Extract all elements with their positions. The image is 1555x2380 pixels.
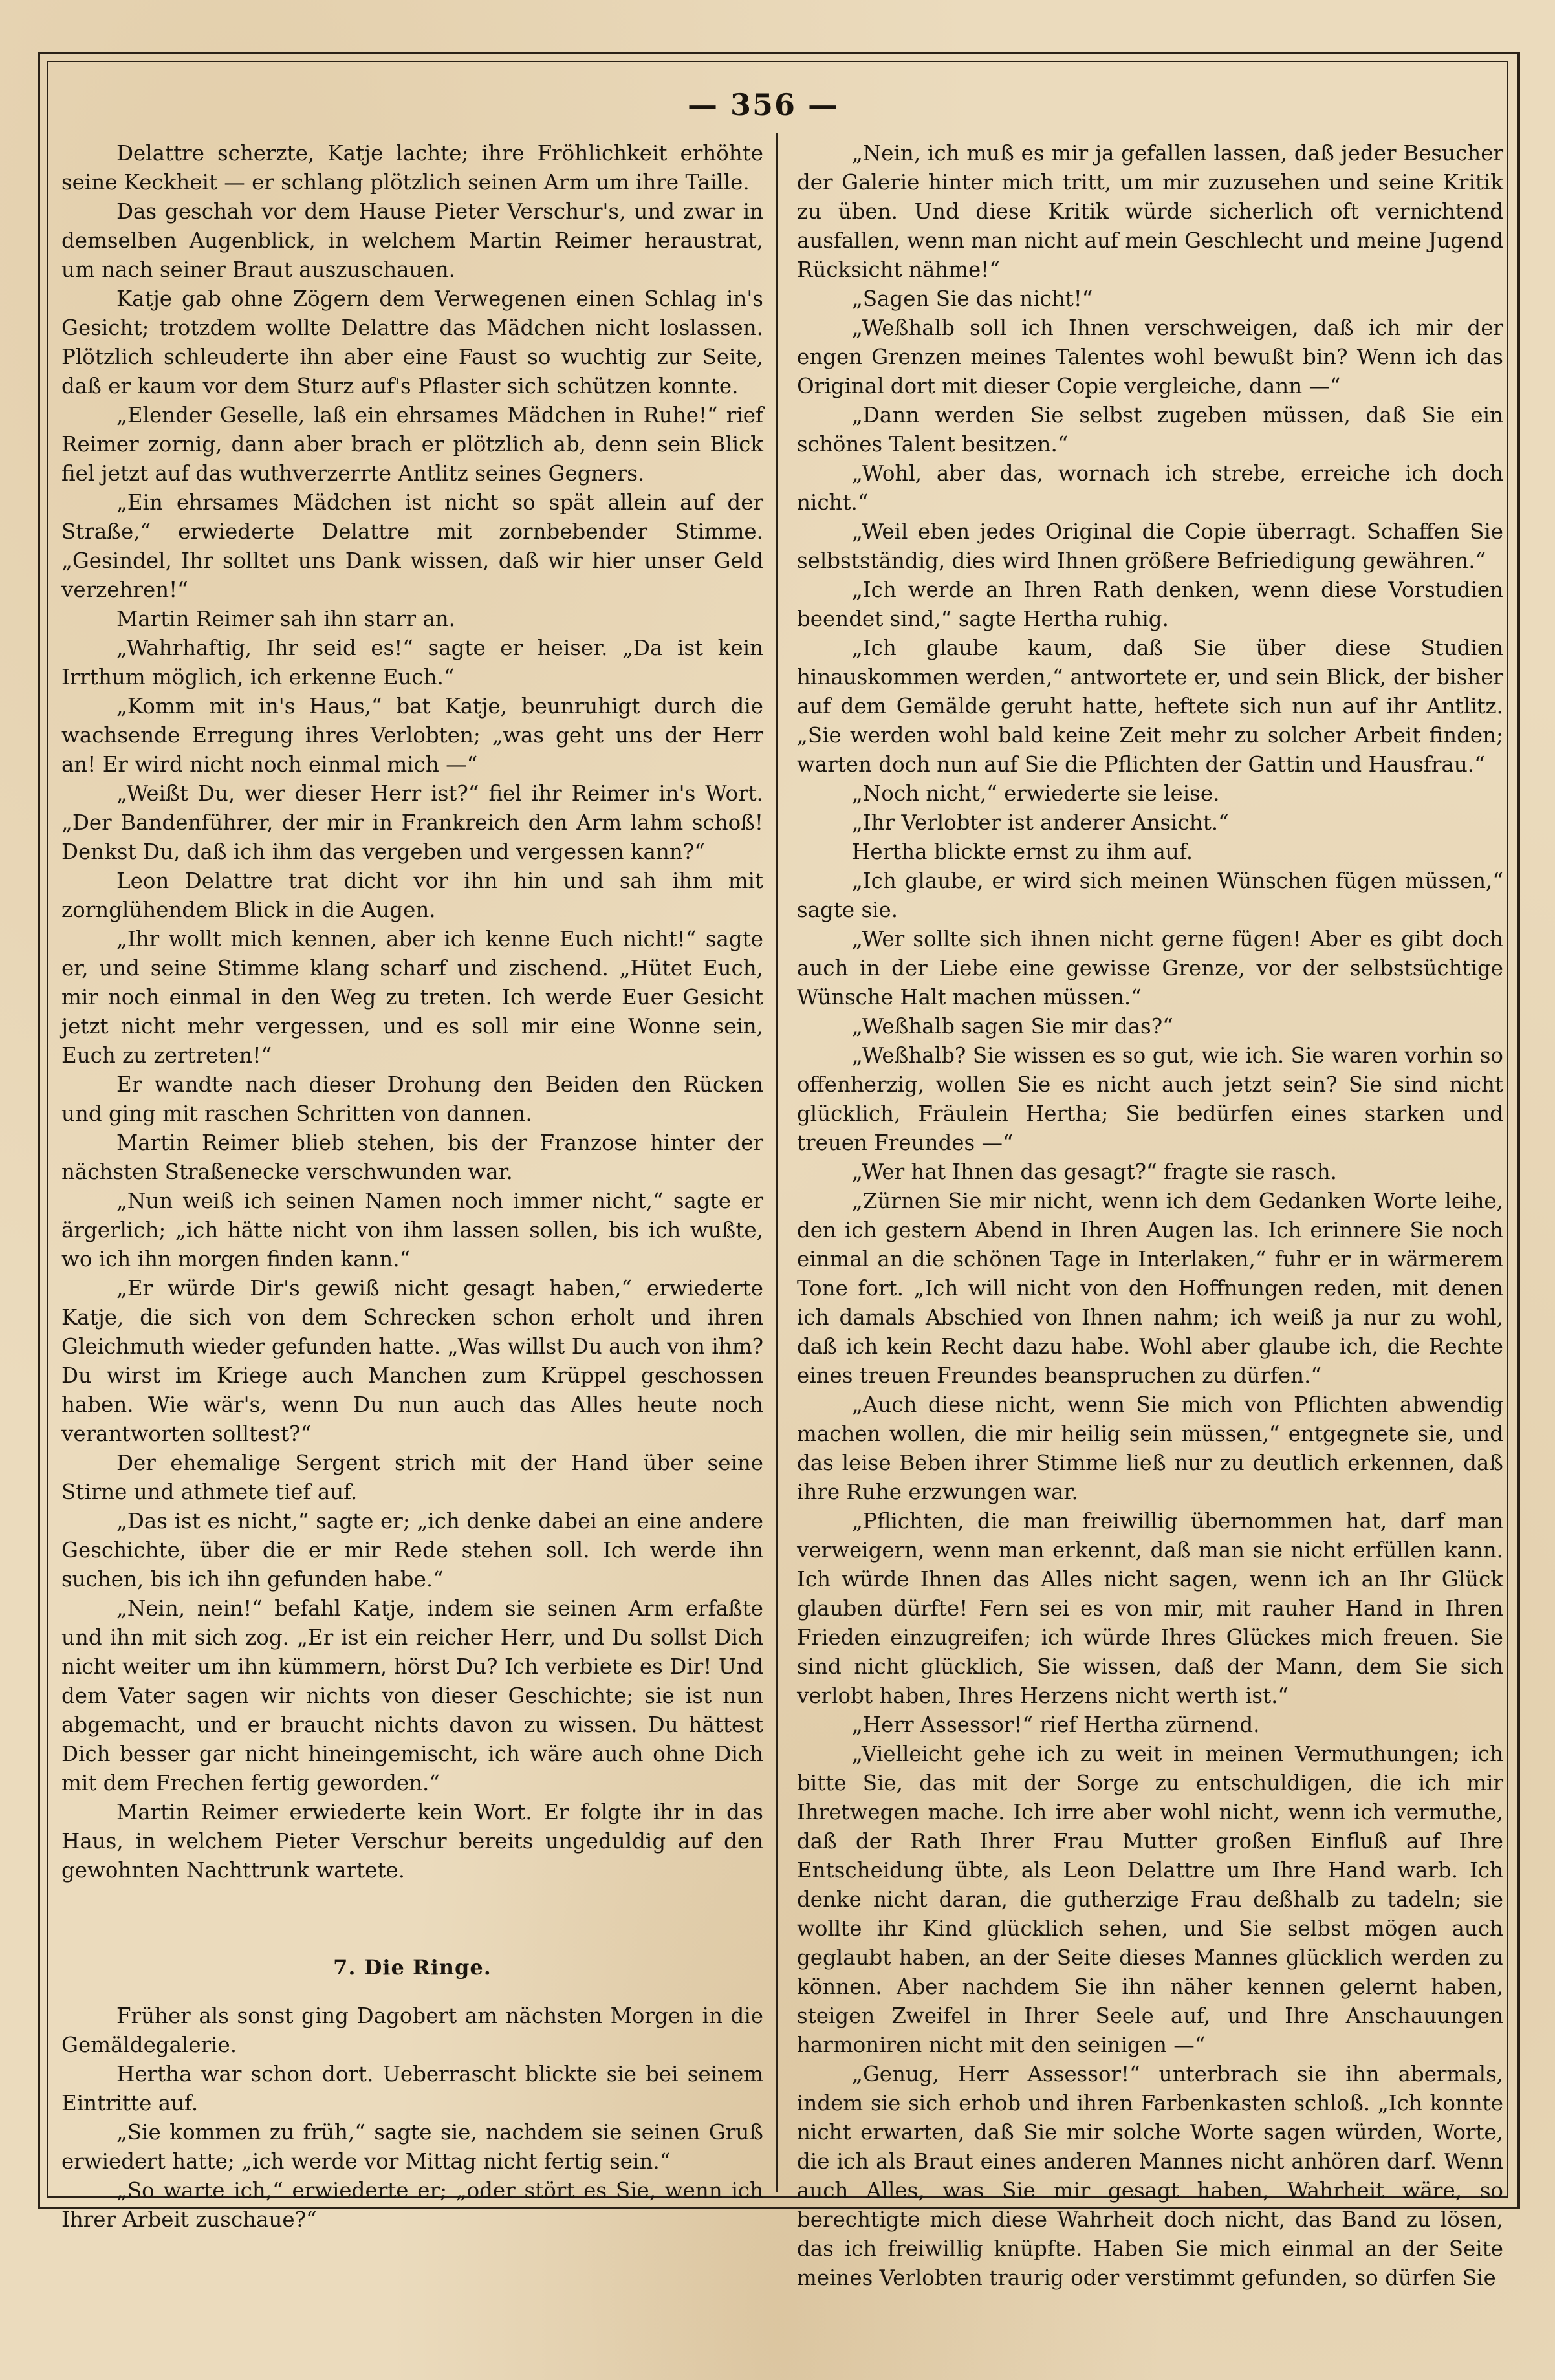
paragraph: „Ein ehrsames Mädchen ist nicht so spät allein auf der Straße,“ erwiederte Delattre mit zornbebender Stimme. „Gesindel, Ihr solltet uns Dank wissen, daß wir hier unser Geld verzehren!“ xyxy=(61,490,763,602)
paragraph: „Wahrhaftig, Ihr seid es!“ sagte er heiser. „Da ist kein Irrthum möglich, ich erkenne Euch.“ xyxy=(61,636,763,689)
left-paragraphs-after xyxy=(61,2002,763,2234)
paragraph: „Nun weiß ich seinen Namen noch immer nicht,“ sagte er ärgerlich; „ich hätte nicht von ihm lassen sollen, bis ich wußte, wo ich ihn morgen finden kann.“ xyxy=(61,1189,763,1271)
paragraph: „Weil eben jedes Original die Copie überragt. Schaffen Sie selbstständig, dies wird Ihnen größere Befriedigung gewähren.“ xyxy=(797,519,1503,573)
paragraph: „Er würde Dir's gewiß nicht gesagt haben,“ erwiederte Katje, die sich von dem Schrecken schon erholt und ihren Gleichmuth wieder gefunden hatte. „Was willst Du auch von ihm? Du wirst im Kriege auch Manchen zum Krüppel geschossen haben. Wie wär's, wenn Du nun auch das Alles heute noch verantworten solltest?“ xyxy=(61,1276,763,1446)
paragraph: Katje gab ohne Zögern dem Verwegenen einen Schlag in's Gesicht; trotzdem wollte Delattre das Mädchen nicht loslassen. Plötzlich schleuderte ihn aber eine Faust so wuchtig zur Seite, daß er kaum vor dem Sturz auf's Pflaster sich schützen konnte. xyxy=(61,287,763,398)
paragraph: „Komm mit in's Haus,“ bat Katje, beunruhigt durch die wachsende Erregung ihres Verlobten; „was geht uns der Herr an! Er wird nicht noch einmal mich —“ xyxy=(61,694,763,777)
paragraph: Früher als sonst ging Dagobert am nächsten Morgen in die Gemäldegalerie. xyxy=(61,2004,763,2057)
right-column xyxy=(797,139,1503,2293)
paragraph: Delattre scherzte, Katje lachte; ihre Fröhlichkeit erhöhte seine Keckheit — er schlang plötzlich seinen Arm um ihre Taille. xyxy=(61,141,763,195)
paragraph: „Ihr Verlobter ist anderer Ansicht.“ xyxy=(852,810,1229,835)
paragraph: „Dann werden Sie selbst zugeben müssen, daß Sie ein schönes Talent besitzen.“ xyxy=(797,403,1503,457)
paragraph: Martin Reimer erwiederte kein Wort. Er folgte ihr in das Haus, in welchem Pieter Verschur bereits ungeduldig auf den gewohnten Nachttrunk wartete. xyxy=(61,1800,763,1883)
paragraph: „Ich glaube, er wird sich meinen Wünschen fügen müssen,“ sagte sie. xyxy=(797,869,1503,922)
paragraph: Das geschah vor dem Hause Pieter Verschur's, und zwar in demselben Augenblick, in welchem Martin Reimer heraustrat, um nach seiner Braut auszuschauen. xyxy=(61,199,763,282)
page-number: — 356 — xyxy=(687,87,840,122)
paragraph: „Weißt Du, wer dieser Herr ist?“ fiel ihr Reimer in's Wort. „Der Bandenführer, der mir in Frankreich den Arm lahm schoß! Denkst Du, daß ich ihm das vergeben und vergessen kann?“ xyxy=(61,781,763,864)
paragraph: „Wer hat Ihnen das gesagt?“ fragte sie rasch. xyxy=(852,1160,1338,1184)
paragraph: „Genug, Herr Assessor!“ unterbrach sie ihn abermals, indem sie sich erhob und ihren Farbenkasten schloß. „Ich konnte nicht erwarten, daß Sie mir solche Worte sagen würden, Worte, die ich als Braut eines anderen Mannes nicht anhören darf. Wenn auch Alles, was Sie mir gesagt haben, Wahrheit wäre, so berechtigte mich diese Wahrheit doch nicht, das Band zu lösen, das ich freiwillig knüpfte. Haben Sie mich einmal an der Seite meines Verlobten traurig oder verstimmt gefunden, so dürfen Sie xyxy=(797,2062,1503,2290)
left-paragraphs-before xyxy=(61,139,763,1885)
paragraph: Hertha blickte ernst zu ihm auf. xyxy=(852,839,1193,864)
left-column xyxy=(61,139,763,2234)
paragraph: „Ihr wollt mich kennen, aber ich kenne Euch nicht!“ sagte er, und seine Stimme klang scharf und zischend. „Hütet Euch, mir noch einmal in den Weg zu treten. Ich werde Euer Gesicht jetzt nicht mehr vergessen, und es soll mir eine Wonne sein, Euch zu zertreten!“ xyxy=(61,927,763,1068)
paragraph: „Weßhalb? Sie wissen es so gut, wie ich. Sie waren vorhin so offenherzig, wollen Sie es nicht auch jetzt sein? Sie sind nicht glücklich, Fräulein Hertha; Sie bedürfen eines starken und treuen Freundes —“ xyxy=(797,1043,1503,1155)
paragraph: „Sagen Sie das nicht!“ xyxy=(852,287,1093,311)
paragraph: Leon Delattre trat dicht vor ihn hin und sah ihm mit zornglühendem Blick in die Augen. xyxy=(61,869,763,922)
paragraph: Er wandte nach dieser Drohung den Beiden den Rücken und ging mit raschen Schritten von dannen. xyxy=(61,1072,763,1126)
section-title: 7. Die Ringe. xyxy=(333,1955,492,1980)
paragraph: „Wohl, aber das, wornach ich strebe, erreiche ich doch nicht.“ xyxy=(797,461,1503,515)
column-divider xyxy=(776,133,778,2192)
paragraph: „Weßhalb sagen Sie mir das?“ xyxy=(852,1014,1173,1039)
paragraph: Der ehemalige Sergent strich mit der Hand über seine Stirne und athmete tief auf. xyxy=(61,1451,763,1504)
paragraph: „Ich glaube kaum, daß Sie über diese Studien hinauskommen werden,“ antwortete er, und sein Blick, der bisher auf dem Gemälde geruht hatte, heftete sich nun auf ihr Antlitz. „Sie werden wohl bald keine Zeit mehr zu solcher Arbeit finden; warten doch nun auf Sie die Pflichten der Gattin und Hausfrau.“ xyxy=(797,636,1503,777)
paragraph: Martin Reimer blieb stehen, bis der Franzose hinter der nächsten Straßenecke verschwunden war. xyxy=(61,1130,763,1184)
paragraph: „Weßhalb soll ich Ihnen verschweigen, daß ich mir der engen Grenzen meines Talentes wohl bewußt bin? Wenn ich das Original dort mit dieser Copie vergleiche, dann —“ xyxy=(797,316,1503,398)
paragraph: „Elender Geselle, laß ein ehrsames Mädchen in Ruhe!“ rief Reimer zornig, dann aber brach er plötzlich ab, denn sein Blick fiel jetzt auf das wuthverzerrte Antlitz seines Gegners. xyxy=(61,403,763,486)
paragraph: „Vielleicht gehe ich zu weit in meinen Vermuthungen; ich bitte Sie, das mit der Sorge zu entschuldigen, die ich mir Ihretwegen mache. Ich irre aber wohl nicht, wenn ich vermuthe, daß der Rath Ihrer Frau Mutter großen Einfluß auf Ihre Entscheidung übte, als Leon Delattre um Ihre Hand warb. Ich denke nicht daran, die gutherzige Frau deßhalb zu tadeln; sie wollte ihr Kind glücklich sehen, und Sie selbst mögen auch geglaubt haben, an der Seite dieses Mannes glücklich werden zu können. Aber nachdem Sie ihn näher kennen gelernt haben, steigen Zweifel in Ihrer Seele auf, und Ihre Anschauungen harmoniren nicht mit den seinigen —“ xyxy=(797,1742,1503,2057)
paragraph: „Auch diese nicht, wenn Sie mich von Pflichten abwendig machen wollen, die mir heilig sein müssen,“ entgegnete sie, und das leise Beben ihrer Stimme ließ nur zu deutlich erkennen, daß ihre Ruhe erzwungen war. xyxy=(797,1392,1503,1504)
paragraph: „Noch nicht,“ erwiederte sie leise. xyxy=(852,781,1220,806)
paragraph: „Nein, ich muß es mir ja gefallen lassen, daß jeder Besucher der Galerie hinter mich tritt, um mir zuzusehen und seine Kritik zu üben. Und diese Kritik würde sicherlich oft vernichtend ausfallen, wenn man nicht auf mein Geschlecht und meine Jugend Rücksicht nähme!“ xyxy=(797,141,1503,282)
paragraph: „So warte ich,“ erwiederte er; „oder stört es Sie, wenn ich Ihrer Arbeit zuschaue?“ xyxy=(61,2178,763,2232)
paragraph: Martin Reimer sah ihn starr an. xyxy=(116,607,455,631)
right-paragraphs xyxy=(797,139,1503,2293)
paragraph: „Herr Assessor!“ rief Hertha zürnend. xyxy=(852,1713,1260,1737)
paragraph: „Sie kommen zu früh,“ sagte sie, nachdem sie seinen Gruß erwiedert hatte; „ich werde vor Mittag nicht fertig sein.“ xyxy=(61,2120,763,2174)
paragraph: „Nein, nein!“ befahl Katje, indem sie seinen Arm erfaßte und ihn mit sich zog. „Er ist ein reicher Herr, und Du sollst Dich nicht weiter um ihn kümmern, hörst Du? Ich verbiete es Dir! Und dem Vater sagen wir nichts von dieser Geschichte; sie ist nun abgemacht, und er braucht nichts davon zu wissen. Du hättest Dich besser gar nicht hineingemischt, ich wäre auch ohne Dich mit dem Frechen fertig geworden.“ xyxy=(61,1596,763,1795)
paragraph: „Zürnen Sie mir nicht, wenn ich dem Gedanken Worte leihe, den ich gestern Abend in Ihren Augen las. Ich erinnere Sie noch einmal an die schönen Tage in Interlaken,“ fuhr er in wärmerem Tone fort. „Ich will nicht von den Hoffnungen reden, mit denen ich damals Abschied von Ihnen nahm; ich weiß ja nur zu wohl, daß ich kein Recht dazu habe. Wohl aber glaube ich, die Rechte eines treuen Freundes beanspruchen zu dürfen.“ xyxy=(797,1189,1503,1388)
paragraph: „Ich werde an Ihren Rath denken, wenn diese Vorstudien beendet sind,“ sagte Hertha ruhig. xyxy=(797,578,1503,631)
paragraph: „Wer sollte sich ihnen nicht gerne fügen! Aber es gibt doch auch in der Liebe eine gewisse Grenze, vor der selbstsüchtige Wünsche Halt machen müssen.“ xyxy=(797,927,1503,1010)
paragraph: „Das ist es nicht,“ sagte er; „ich denke dabei an eine andere Geschichte, über die er mir Rede stehen soll. Ich werde ihn suchen, bis ich ihn gefunden habe.“ xyxy=(61,1509,763,1592)
paragraph: „Pflichten, die man freiwillig übernommen hat, darf man verweigern, wenn man erkennt, daß man sie nicht erfüllen kann. Ich würde Ihnen das Alles nicht sagen, wenn ich an Ihr Glück glauben dürfte! Fern sei es von mir, mit rauher Hand in Ihren Frieden einzugreifen; ich würde Ihres Glückes mich freuen. Sie sind nicht glücklich, Sie wissen, daß der Mann, dem Sie sich verlobt haben, Ihres Herzens nicht werth ist.“ xyxy=(797,1509,1503,1708)
paragraph: Hertha war schon dort. Ueberrascht blickte sie bei seinem Eintritte auf. xyxy=(61,2062,763,2115)
